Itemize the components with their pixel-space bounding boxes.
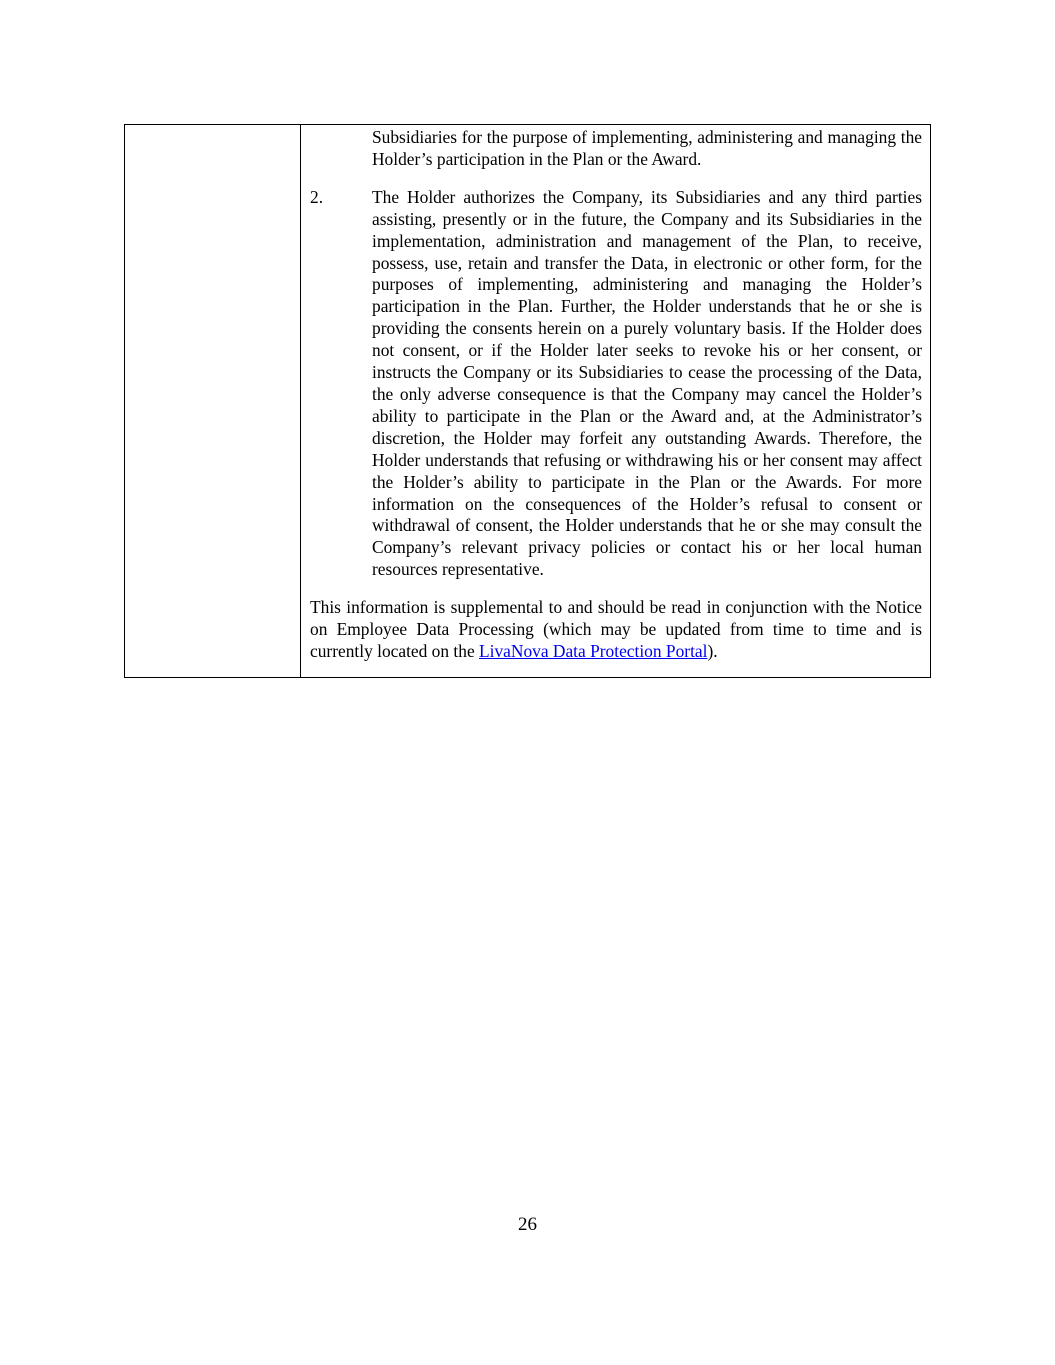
supplement-paragraph (310, 597, 922, 663)
numbered-item-2 (310, 187, 922, 581)
item-number: 2. (310, 186, 324, 207)
supplement-text: This information is supplemental to and should be read in conjunction with the Notice on Employee Data Processing (which may be updated from time to time and is currently located on the (310, 597, 922, 661)
continuation-paragraph: Subsidiaries for the purpose of implementing, administering and managing the Holder’s participation in the Plan or the Award. (372, 127, 922, 169)
data-protection-portal-link[interactable]: LivaNova Data Protection Portal (479, 640, 708, 661)
table-left-cell (125, 125, 301, 677)
table-right-cell (301, 125, 930, 677)
supplement-text-end: ). (707, 640, 718, 661)
page-number: 26 (518, 1214, 537, 1235)
document-table (124, 124, 931, 678)
item-text: The Holder authorizes the Company, its Subsidiaries and any third parties assisting, presently or in the future, the Company and its Subsidiaries in the implementation, administration and management of the Plan, to receive, possess, use, retain and transfer the Data, in electronic or other form, for the purposes of implementing, administering and managing the Holder’s participation in the Plan. Further, the Holder understands that he or she is providing the consents herein on a purely voluntary basis. If the Holder does not consent, or if the Holder later seeks to revoke his or her consent, or instructs the Company or its Subsidiaries to cease the processing of the Data, the only adverse consequence is that the Company may cancel the Holder’s ability to participate in the Plan or the Award and, at the Administrator’s discretion, the Holder may forfeit any outstanding Awards. Therefore, the Holder understands that refusing or withdrawing his or her consent may affect the Holder’s ability to participate in the Plan or the Awards. For more information on the consequences of the Holder’s refusal to consent or withdrawal of consent, the Holder understands that he or she may consult the Company’s relevant privacy policies or contact his or her local human resources representative. (372, 186, 922, 580)
